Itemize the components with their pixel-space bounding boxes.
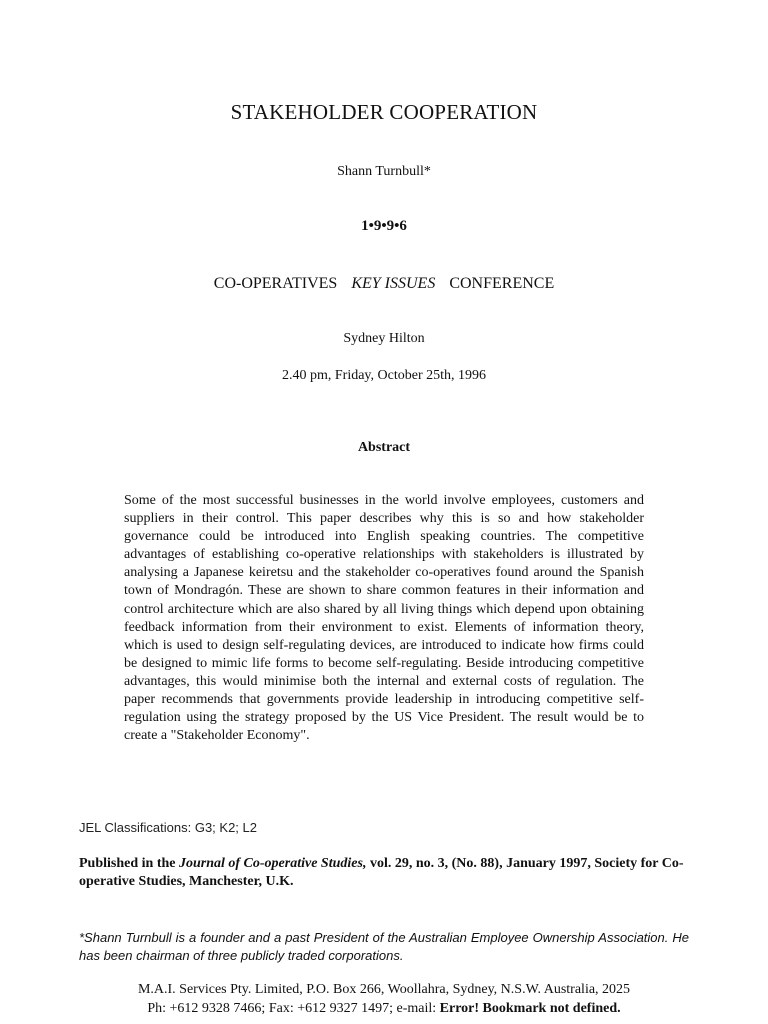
- publication-prefix: Published in the: [79, 856, 179, 871]
- footer-contact-error: Error! Bookmark not defined.: [439, 1001, 621, 1016]
- conference-prefix: CO-OPERATIVES: [213, 275, 338, 292]
- publication-note: [79, 855, 689, 891]
- page-title: STAKEHOLDER COOPERATION: [230, 100, 538, 124]
- conference-key-issues: KEY ISSUES: [351, 275, 436, 292]
- publication-journal: Journal of Co-operative Studies,: [178, 856, 367, 871]
- presentation-datetime: 2.40 pm, Friday, October 25th, 1996: [281, 368, 486, 383]
- author-name: Shann Turnbull*: [337, 164, 431, 179]
- abstract-body: Some of the most successful businesses in the world involve employees, customers and suppliers in their control. This paper describes why this is so and how stakeholder governance could be introduced into English speaking countries. The competitive advantages of establishing co-operative relationships with stakeholders is illustrated by analysing a Japanese keiretsu and the stakeholder co-operatives found around the Spanish town of Mondragón. These are shown to share common features in their information and control architecture which are also shared by all living things which depend upon obtaining feedback information from their environment to exist. Elements of information theory, which is used to design self-regulating devices, are introduced to indicate how firms could be designed to mimic life forms to become self-regulating. Beside introducing competitive advantages, this would minimise both the internal and external costs of regulation. The paper recommends that governments provide leadership in introducing competitive self-regulation using the strategy proposed by the US Vice President. The result would be to create a "Stakeholder Economy".: [124, 493, 644, 744]
- footer-contact: [0, 1001, 768, 1017]
- conference-suffix: CONFERENCE: [449, 275, 555, 292]
- conference-name: [0, 275, 768, 293]
- footer-contact-prefix: Ph: +612 9328 7466; Fax: +612 9327 1497; e-mail:: [147, 1001, 440, 1016]
- jel-classifications: JEL Classifications: G3; K2; L2: [79, 820, 257, 835]
- publication-details: vol. 29, no. 3, (No. 88), January 1997, Society for Co-operative Studies, Manchester, U.K.: [79, 856, 684, 889]
- venue: Sydney Hilton: [343, 331, 425, 346]
- author-footnote: *Shann Turnbull is a founder and a past President of the Australian Employee Ownership Association. He has been chairman of three publicly traded corporations.: [79, 930, 689, 963]
- abstract-heading: Abstract: [357, 440, 411, 455]
- conference-year: 1•9•9•6: [361, 218, 407, 234]
- footer-address: M.A.I. Services Pty. Limited, P.O. Box 266, Woollahra, Sydney, N.S.W. Australia, 2025: [137, 982, 631, 997]
